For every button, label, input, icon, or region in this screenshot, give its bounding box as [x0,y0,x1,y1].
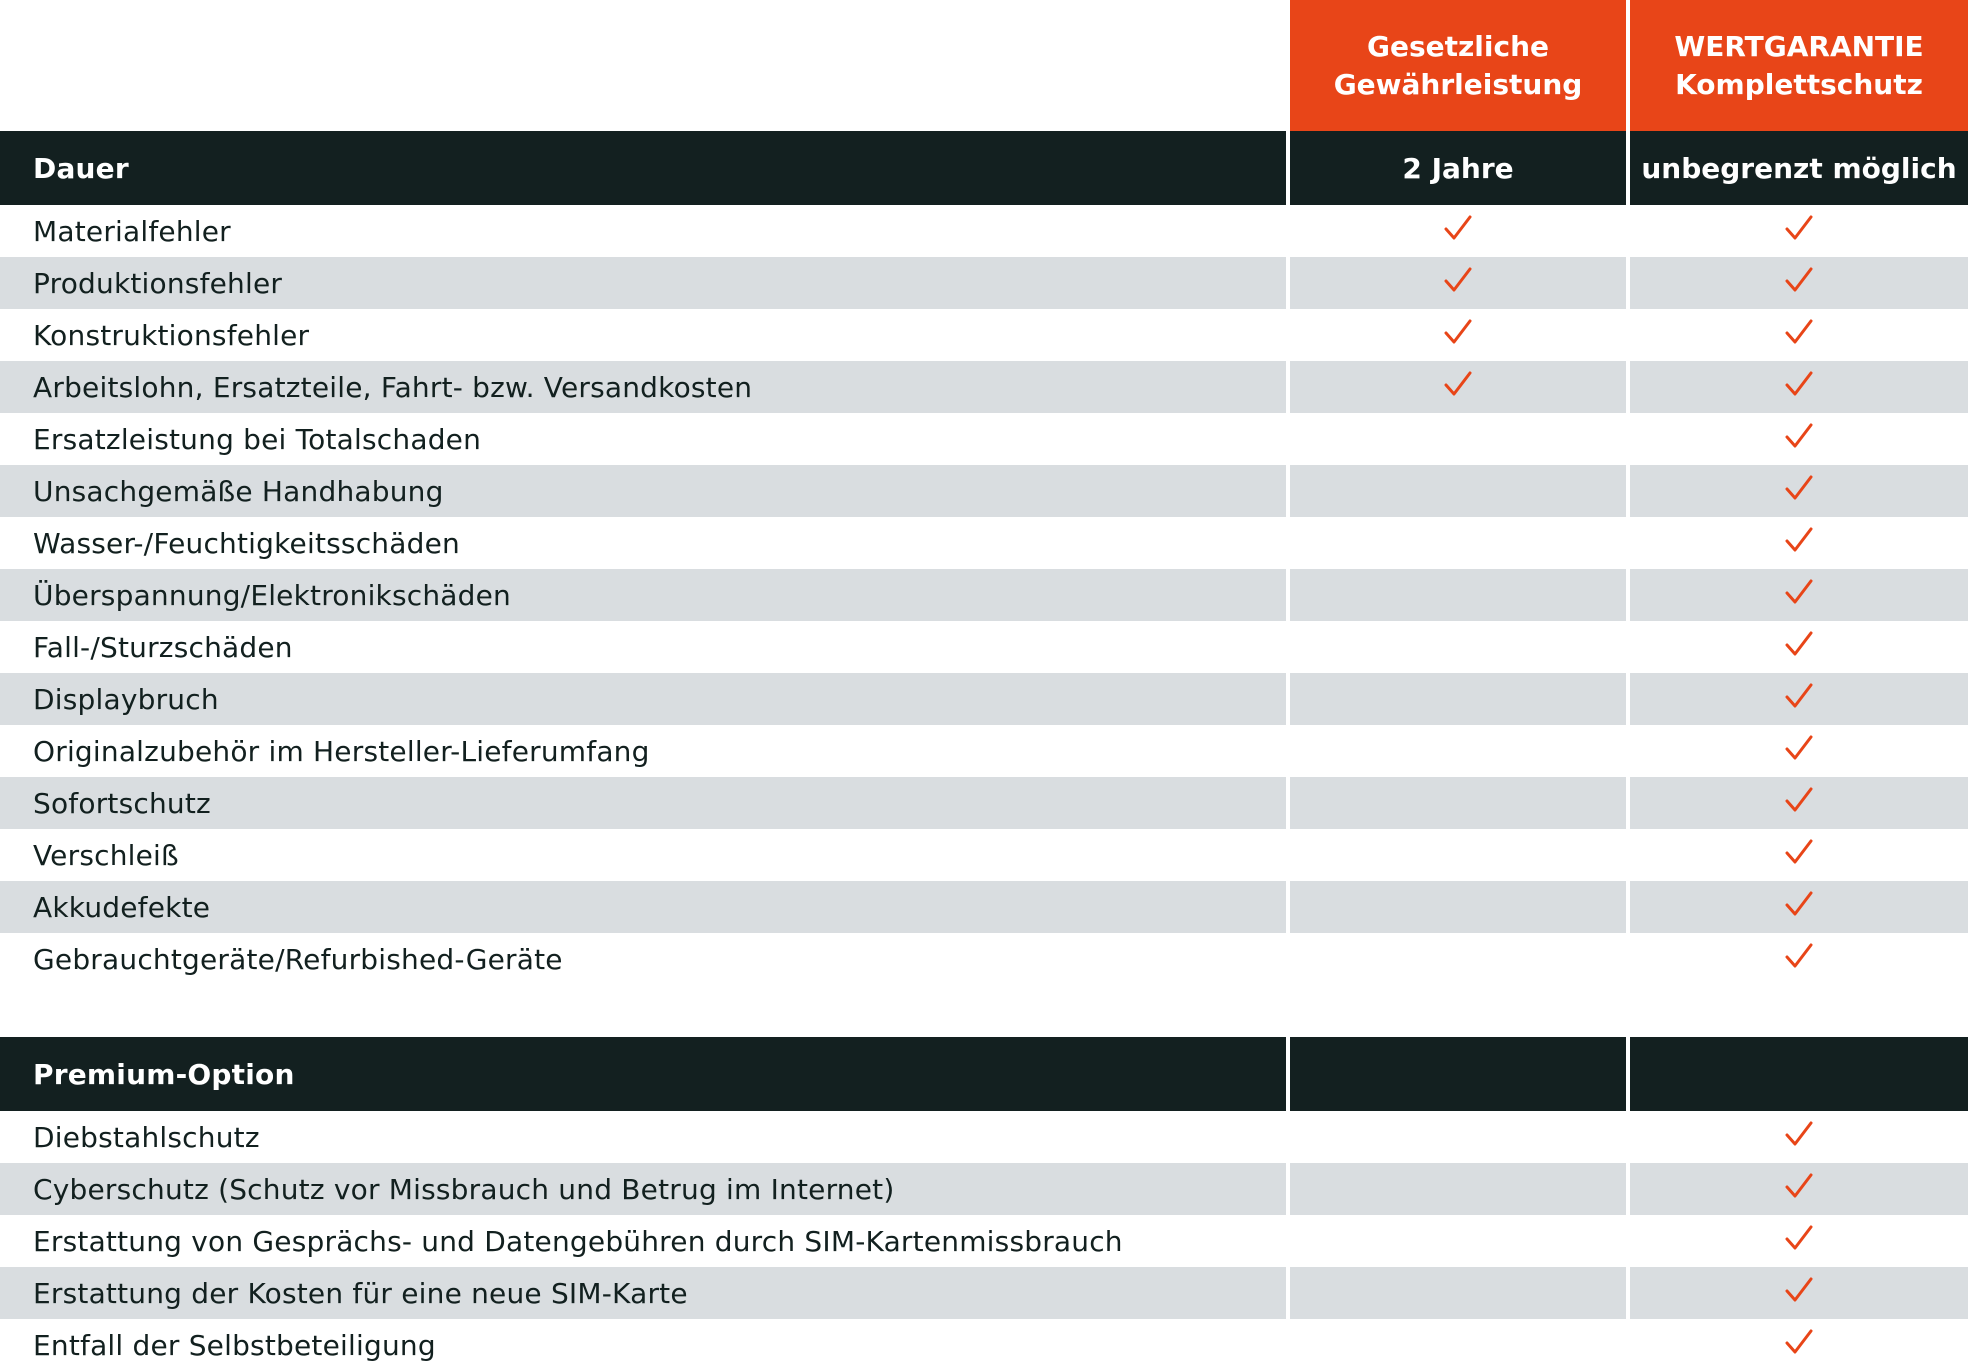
check-icon [1785,370,1813,398]
check-icon [1785,734,1813,762]
statutory-coverage-cell [1290,1111,1626,1163]
wertgarantie-coverage-cell [1630,1267,1968,1319]
feature-label: Akkudefekte [0,881,1286,933]
feature-label: Entfall der Selbstbeteiligung [0,1319,1286,1371]
check-icon [1444,266,1472,294]
statutory-coverage-cell [1290,1163,1626,1215]
statutory-coverage-cell [1290,725,1626,777]
statutory-coverage-cell [1290,1215,1626,1267]
wertgarantie-coverage-cell [1630,569,1968,621]
wertgarantie-coverage-cell [1630,673,1968,725]
feature-label: Fall-/Sturzschäden [0,621,1286,673]
header-wertgarantie [1630,0,1968,131]
statutory-coverage-cell [1290,517,1626,569]
feature-label: Unsachgemäße Handhabung [0,465,1286,517]
feature-label: Erstattung von Gesprächs- und Datengebühren durch SIM-Kartenmissbrauch [0,1215,1286,1267]
feature-label: Überspannung/Elektronikschäden [0,569,1286,621]
check-icon [1785,1224,1813,1252]
duration-row-label: Dauer [0,131,1286,205]
statutory-coverage-cell [1290,1267,1626,1319]
header-wertgarantie-line2: Komplettschutz [1675,67,1923,101]
wertgarantie-coverage-cell [1630,517,1968,569]
feature-label: Diebstahlschutz [0,1111,1286,1163]
feature-label: Erstattung der Kosten für eine neue SIM-Karte [0,1267,1286,1319]
statutory-coverage-cell [1290,361,1626,413]
statutory-coverage-cell [1290,309,1626,361]
statutory-coverage-cell [1290,569,1626,621]
check-icon [1785,1328,1813,1356]
feature-label: Originalzubehör im Hersteller-Lieferumfang [0,725,1286,777]
wertgarantie-coverage-cell [1630,881,1968,933]
check-icon [1785,838,1813,866]
wertgarantie-coverage-cell [1630,829,1968,881]
feature-label: Wasser-/Feuchtigkeitsschäden [0,517,1286,569]
duration-row-statutory: 2 Jahre [1290,131,1626,205]
statutory-coverage-cell [1290,413,1626,465]
check-icon [1785,266,1813,294]
duration-row-wertgarantie: unbegrenzt möglich [1630,131,1968,205]
check-icon [1444,318,1472,346]
feature-label: Displaybruch [0,673,1286,725]
header-statutory-line2: Gewährleistung [1333,67,1583,101]
wertgarantie-coverage-cell [1630,361,1968,413]
wertgarantie-coverage-cell [1630,1163,1968,1215]
wertgarantie-coverage-cell [1630,1319,1968,1371]
wertgarantie-coverage-cell [1630,413,1968,465]
feature-label: Gebrauchtgeräte/Refurbished-Geräte [0,933,1286,985]
feature-label: Sofortschutz [0,777,1286,829]
feature-label: Konstruktionsfehler [0,309,1286,361]
wertgarantie-coverage-cell [1630,621,1968,673]
check-icon [1444,370,1472,398]
check-icon [1785,578,1813,606]
check-icon [1785,890,1813,918]
check-icon [1785,1276,1813,1304]
feature-label: Ersatzleistung bei Totalschaden [0,413,1286,465]
wertgarantie-coverage-cell [1630,725,1968,777]
statutory-coverage-cell [1290,465,1626,517]
statutory-coverage-cell [1290,257,1626,309]
feature-label: Produktionsfehler [0,257,1286,309]
premium-option-label: Premium-Option [0,1037,1286,1111]
feature-label: Verschleiß [0,829,1286,881]
header-statutory-line1: Gesetzliche [1366,29,1550,63]
wertgarantie-coverage-cell [1630,1215,1968,1267]
wertgarantie-coverage-cell [1630,465,1968,517]
premium-statutory [1290,1037,1626,1111]
check-icon [1785,942,1813,970]
wertgarantie-coverage-cell [1630,933,1968,985]
check-icon [1785,1172,1813,1200]
feature-label: Materialfehler [0,205,1286,257]
wertgarantie-coverage-cell [1630,1111,1968,1163]
check-icon [1785,1120,1813,1148]
check-icon [1785,786,1813,814]
check-icon [1785,630,1813,658]
check-icon [1444,214,1472,242]
statutory-coverage-cell [1290,621,1626,673]
feature-label: Cyberschutz (Schutz vor Missbrauch und Betrug im Internet) [0,1163,1286,1215]
check-icon [1785,214,1813,242]
check-icon [1785,474,1813,502]
header-wertgarantie-line1: WERTGARANTIE [1674,29,1924,63]
statutory-coverage-cell [1290,829,1626,881]
check-icon [1785,422,1813,450]
statutory-coverage-cell [1290,673,1626,725]
wertgarantie-coverage-cell [1630,205,1968,257]
wertgarantie-coverage-cell [1630,257,1968,309]
check-icon [1785,682,1813,710]
premium-wertgarantie [1630,1037,1968,1111]
feature-label: Arbeitslohn, Ersatzteile, Fahrt- bzw. Versandkosten [0,361,1286,413]
check-icon [1785,318,1813,346]
statutory-coverage-cell [1290,777,1626,829]
statutory-coverage-cell [1290,205,1626,257]
statutory-coverage-cell [1290,1319,1626,1371]
wertgarantie-coverage-cell [1630,777,1968,829]
wertgarantie-coverage-cell [1630,309,1968,361]
statutory-coverage-cell [1290,933,1626,985]
check-icon [1785,526,1813,554]
header-blank [0,0,1286,131]
header-statutory-warranty [1290,0,1626,131]
section-spacer [0,985,1968,1037]
statutory-coverage-cell [1290,881,1626,933]
